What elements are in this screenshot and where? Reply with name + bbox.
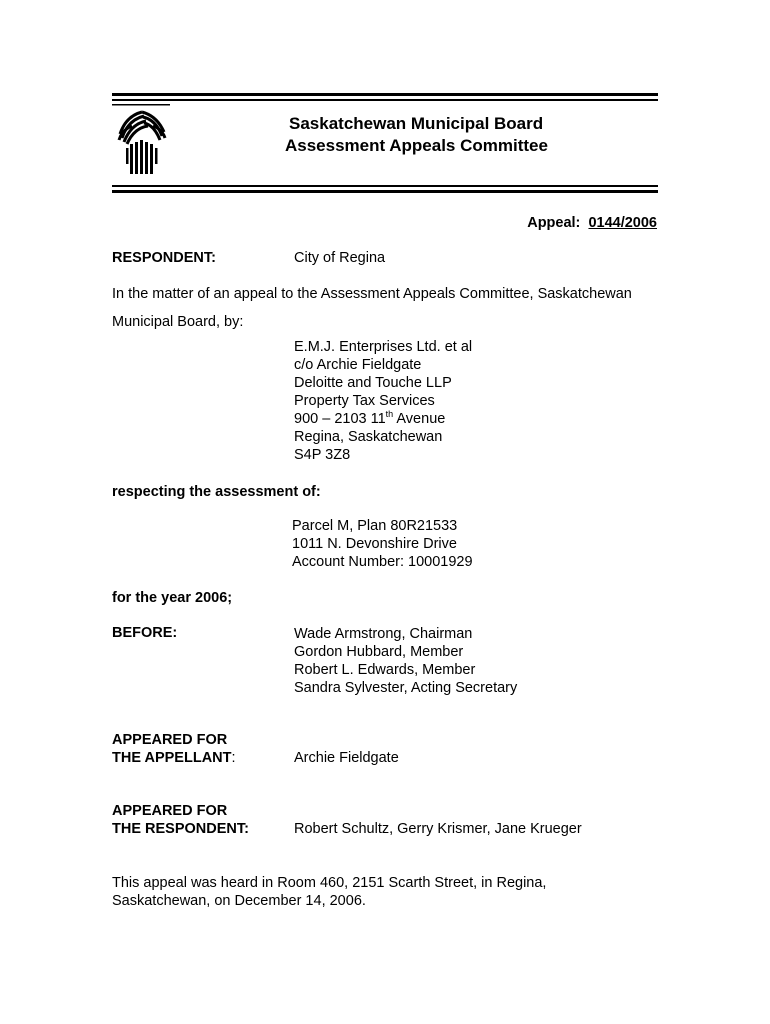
- header-bottom-rule-thick: [112, 190, 658, 193]
- appeared-appellant-line1: APPEARED FOR: [112, 732, 228, 748]
- property-account: Account Number: 10001929: [292, 554, 473, 570]
- before-label: BEFORE:: [112, 625, 178, 641]
- board-member: Robert L. Edwards, Member: [294, 662, 476, 678]
- respecting-label: respecting the assessment of:: [112, 484, 321, 500]
- hearing-line1: This appeal was heard in Room 460, 2151 Scarth Street, in Regina,: [112, 875, 547, 891]
- header-bottom-rule-thin: [112, 185, 658, 187]
- street-number: 900 – 2103 11: [294, 411, 386, 427]
- appeal-value: 0144/2006: [588, 215, 657, 231]
- appeared-appellant-label: [112, 731, 236, 767]
- appeared-respondent-value: Robert Schultz, Gerry Krismer, Jane Krueger: [294, 821, 582, 837]
- appeared-respondent-line2: THE RESPONDENT:: [112, 821, 249, 837]
- appeared-appellant-text: THE APPELLANT: [112, 750, 232, 766]
- appellant-dept: Property Tax Services: [294, 393, 435, 409]
- property-address: 1011 N. Devonshire Drive: [292, 536, 457, 552]
- appeared-appellant-value: Archie Fieldgate: [294, 750, 399, 766]
- appeared-respondent-label: [112, 802, 249, 838]
- org-title-line1: Saskatchewan Municipal Board: [289, 114, 544, 133]
- board-member: Gordon Hubbard, Member: [294, 644, 464, 660]
- appellant-care-of: c/o Archie Fieldgate: [294, 357, 422, 373]
- appeared-appellant-line2: [112, 749, 236, 767]
- matter-text-line2: Municipal Board, by:: [112, 314, 244, 330]
- org-title-line2: Assessment Appeals Committee: [285, 136, 548, 155]
- year-label: for the year 2006;: [112, 590, 233, 606]
- header-top-rule-thin: [112, 99, 658, 101]
- appeal-number: [527, 215, 657, 231]
- appeared-respondent-line1: APPEARED FOR: [112, 803, 228, 819]
- property-parcel: Parcel M, Plan 80R21533: [292, 518, 458, 534]
- respondent-value: City of Regina: [294, 250, 386, 266]
- appellant-city: Regina, Saskatchewan: [294, 429, 443, 445]
- respondent-label: RESPONDENT:: [112, 250, 216, 266]
- appeal-label: Appeal:: [527, 215, 581, 231]
- appellant-address: [294, 338, 472, 464]
- appellant-postal: S4P 3Z8: [294, 447, 351, 463]
- board-member: Sandra Sylvester, Acting Secretary: [294, 680, 518, 696]
- appellant-name: E.M.J. Enterprises Ltd. et al: [294, 339, 473, 355]
- wheat-sheaf-icon: [112, 104, 174, 176]
- property-details: [292, 517, 473, 571]
- hearing-line2: Saskatchewan, on December 14, 2006.: [112, 893, 366, 909]
- street-ordinal: th: [385, 409, 394, 420]
- street-name: Avenue: [393, 411, 446, 427]
- board-member: Wade Armstrong, Chairman: [294, 626, 473, 642]
- appellant-firm: Deloitte and Touche LLP: [294, 375, 452, 391]
- header-top-rule-thick: [112, 93, 658, 96]
- appeared-appellant-colon: :: [231, 750, 236, 766]
- hearing-details: [112, 874, 546, 910]
- appellant-street: [294, 410, 472, 428]
- board-members: [294, 625, 517, 697]
- matter-text-line1: In the matter of an appeal to the Assessment Appeals Committee, Saskatchewan: [112, 286, 632, 302]
